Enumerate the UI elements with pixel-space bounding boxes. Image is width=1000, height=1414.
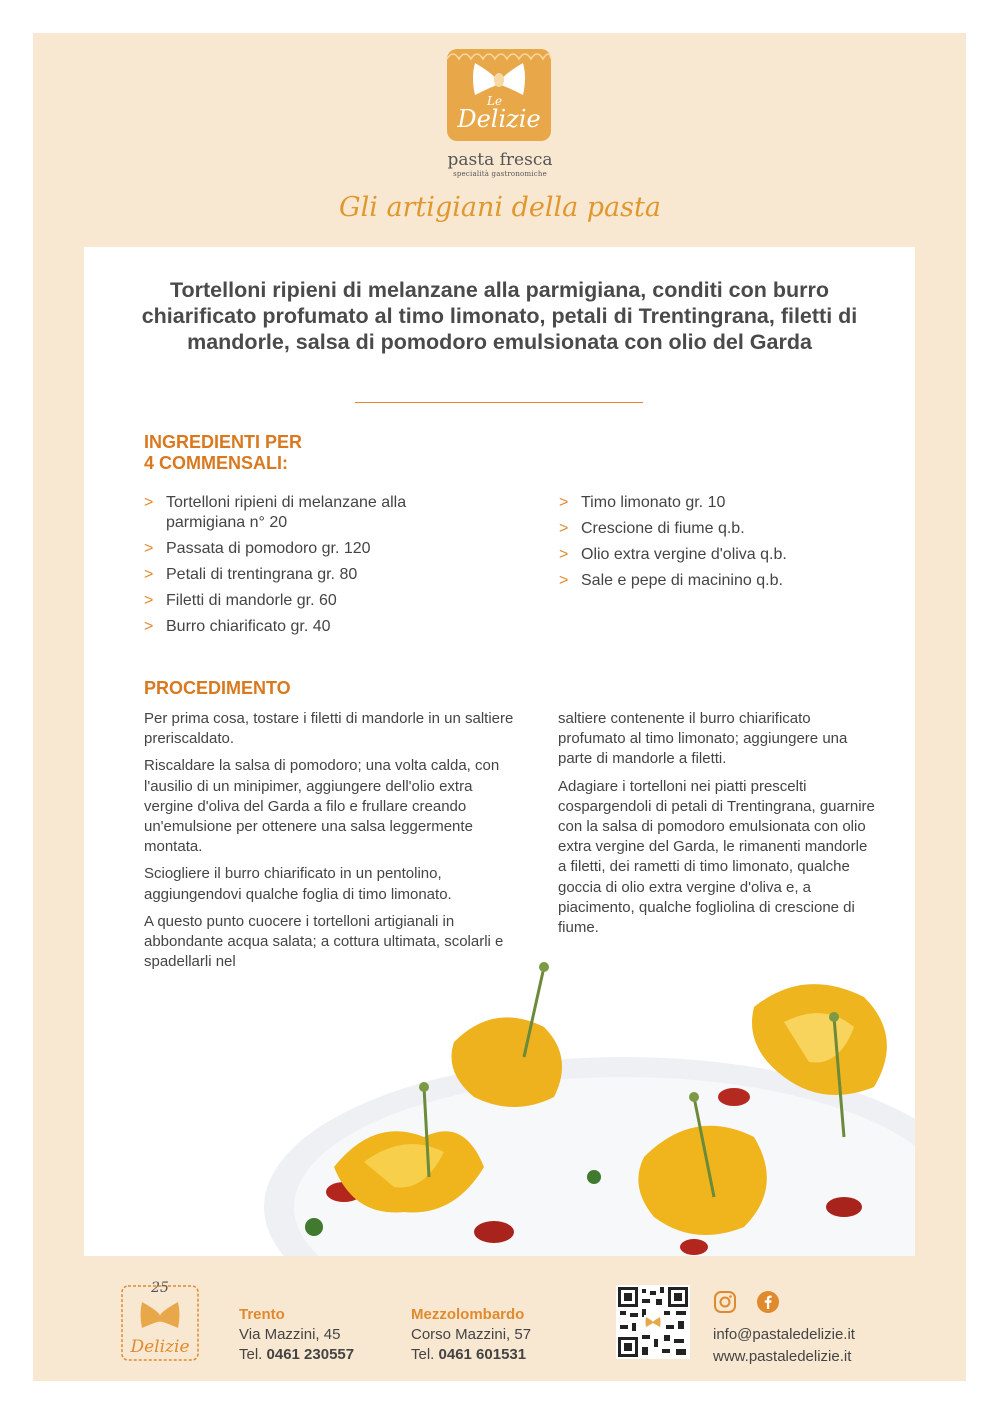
brand-name-block: [400, 150, 600, 178]
ingredient-text: Filetti di mandorle gr. 60: [166, 592, 337, 609]
store-phone[interactable]: [239, 1345, 354, 1365]
social-icons: [713, 1290, 794, 1318]
bullet-marker: >: [559, 520, 569, 537]
bullet-marker: >: [144, 494, 154, 511]
tagline: Gli artigiani della pasta: [339, 192, 661, 223]
phone-number: 0461 230557: [266, 1346, 355, 1363]
bullet-marker: >: [144, 618, 154, 635]
bullet-marker: >: [559, 494, 569, 511]
dish-photo: [224, 947, 915, 1256]
ingredient-text: Crescione di fiume q.b.: [581, 520, 745, 537]
brand-subname: specialità gastronomiche: [453, 170, 547, 178]
ingredient-item: [144, 493, 444, 533]
svg-text:Delizie: Delizie: [130, 1337, 190, 1357]
bullet-marker: >: [559, 546, 569, 563]
website-link[interactable]: www.pastaledelizie.it: [713, 1348, 852, 1365]
ingredients-heading: [144, 432, 302, 474]
procedure-paragraph: Per prima cosa, tostare i filetti di mandorle in un saltiere preriscaldato.: [144, 710, 514, 748]
procedure-paragraph: Sciogliere il burro chiarificato in un pentolino, aggiungendovi qualche foglia di timo limonato.: [144, 865, 452, 903]
instagram-icon[interactable]: [713, 1290, 737, 1318]
ingredient-item: [559, 571, 859, 591]
ingredient-item: [559, 519, 859, 539]
store-city: Mezzolombardo: [411, 1306, 525, 1323]
bullet-marker: >: [144, 566, 154, 583]
phone-prefix: Tel.: [411, 1346, 435, 1363]
phone-prefix: Tel.: [239, 1346, 263, 1363]
procedure-paragraph: A questo punto cuocere i tortelloni artigianali in abbondante acqua salata; a cottura ultimata, scolarli e spadellarli nel: [144, 912, 504, 971]
email-link[interactable]: info@pastaledelizie.it: [713, 1326, 855, 1343]
bullet-marker: >: [144, 540, 154, 557]
ingredient-item: [559, 545, 859, 565]
qr-code[interactable]: [616, 1285, 690, 1359]
procedure-column-right: [558, 709, 878, 945]
ingredient-text: Burro chiarificato gr. 40: [166, 618, 331, 635]
facebook-icon[interactable]: [756, 1290, 780, 1318]
store-mezzolombardo: [411, 1305, 531, 1365]
recipe-title: Tortelloni ripieni di melanzane alla parmigiana, conditi con burro chiarificato profumato al timo limonato, petali di Trentingrana, filetti di mandorle, salsa di pomodoro emulsionata con olio del Garda: [141, 278, 858, 354]
ingredient-text: Tortelloni ripieni di melanzane alla parmigiana n° 20: [166, 494, 407, 531]
procedure-paragraph: saltiere contenente il burro chiarificato profumato al timo limonato; aggiungere una parte di mandorle a filetti.: [558, 710, 848, 768]
procedure-paragraph: Riscaldare la salsa di pomodoro; una volta calda, con l'ausilio di un minipimer, aggiungere dell'olio extra vergine d'oliva del Garda a filo e frullare creando un'emulsione per ottenere una salsa leggermente montata.: [144, 757, 500, 856]
brand-name: pasta fresca: [447, 150, 553, 170]
ingredients-list-left: [144, 493, 444, 643]
phone-number: 0461 601531: [438, 1346, 527, 1363]
le-delizie-logo: [445, 47, 553, 143]
ingredient-text: Olio extra vergine d'oliva q.b.: [581, 546, 787, 563]
ingredient-text: Petali di trentingrana gr. 80: [166, 566, 358, 583]
ingredient-item: [144, 539, 444, 559]
bullet-marker: >: [559, 572, 569, 589]
recipe-card: [84, 247, 915, 1256]
svg-text:Delizie: Delizie: [457, 105, 541, 133]
bullet-marker: >: [144, 592, 154, 609]
ingredients-heading-line-2: 4 COMMENSALI:: [144, 453, 288, 473]
ingredient-item: [144, 591, 444, 611]
ingredient-item: [144, 617, 444, 637]
logo-badge-25: 25: [151, 1280, 169, 1296]
store-phone[interactable]: [411, 1345, 531, 1365]
store-street: Corso Mazzini, 57: [411, 1326, 532, 1343]
procedure-column-left: [144, 709, 524, 979]
ingredient-item: [559, 493, 859, 513]
ingredient-item: [144, 565, 444, 585]
ingredient-text: Passata di pomodoro gr. 120: [166, 540, 371, 557]
procedure-heading: PROCEDIMENTO: [144, 678, 291, 698]
store-street: Via Mazzini, 45: [239, 1326, 341, 1343]
ingredient-text: Timo limonato gr. 10: [581, 494, 726, 511]
ingredients-list-right: [559, 493, 859, 597]
ingredients-heading-line-1: INGREDIENTI PER: [144, 432, 303, 452]
title-divider: [355, 402, 643, 403]
procedure-paragraph: Adagiare i tortelloni nei piatti prescelti cospargendoli di petali di Trentingrana, guarnire con la salsa di pomodoro emulsionata con olio extra vergine del Garda, le rimanenti mandorle a filetti, dei rametti di timo limonato, qualche goccia di olio extra vergine d'oliva e, a piacimento, qualche fogliolina di crescione di fiume.: [558, 777, 875, 937]
store-city: Trento: [239, 1306, 285, 1323]
ingredient-text: Sale e pepe di macinino q.b.: [581, 572, 783, 589]
le-delizie-25-logo: [118, 1278, 202, 1364]
svg-text:Le: Le: [487, 94, 503, 108]
contact-block: [713, 1324, 855, 1368]
store-trento: [239, 1305, 354, 1365]
